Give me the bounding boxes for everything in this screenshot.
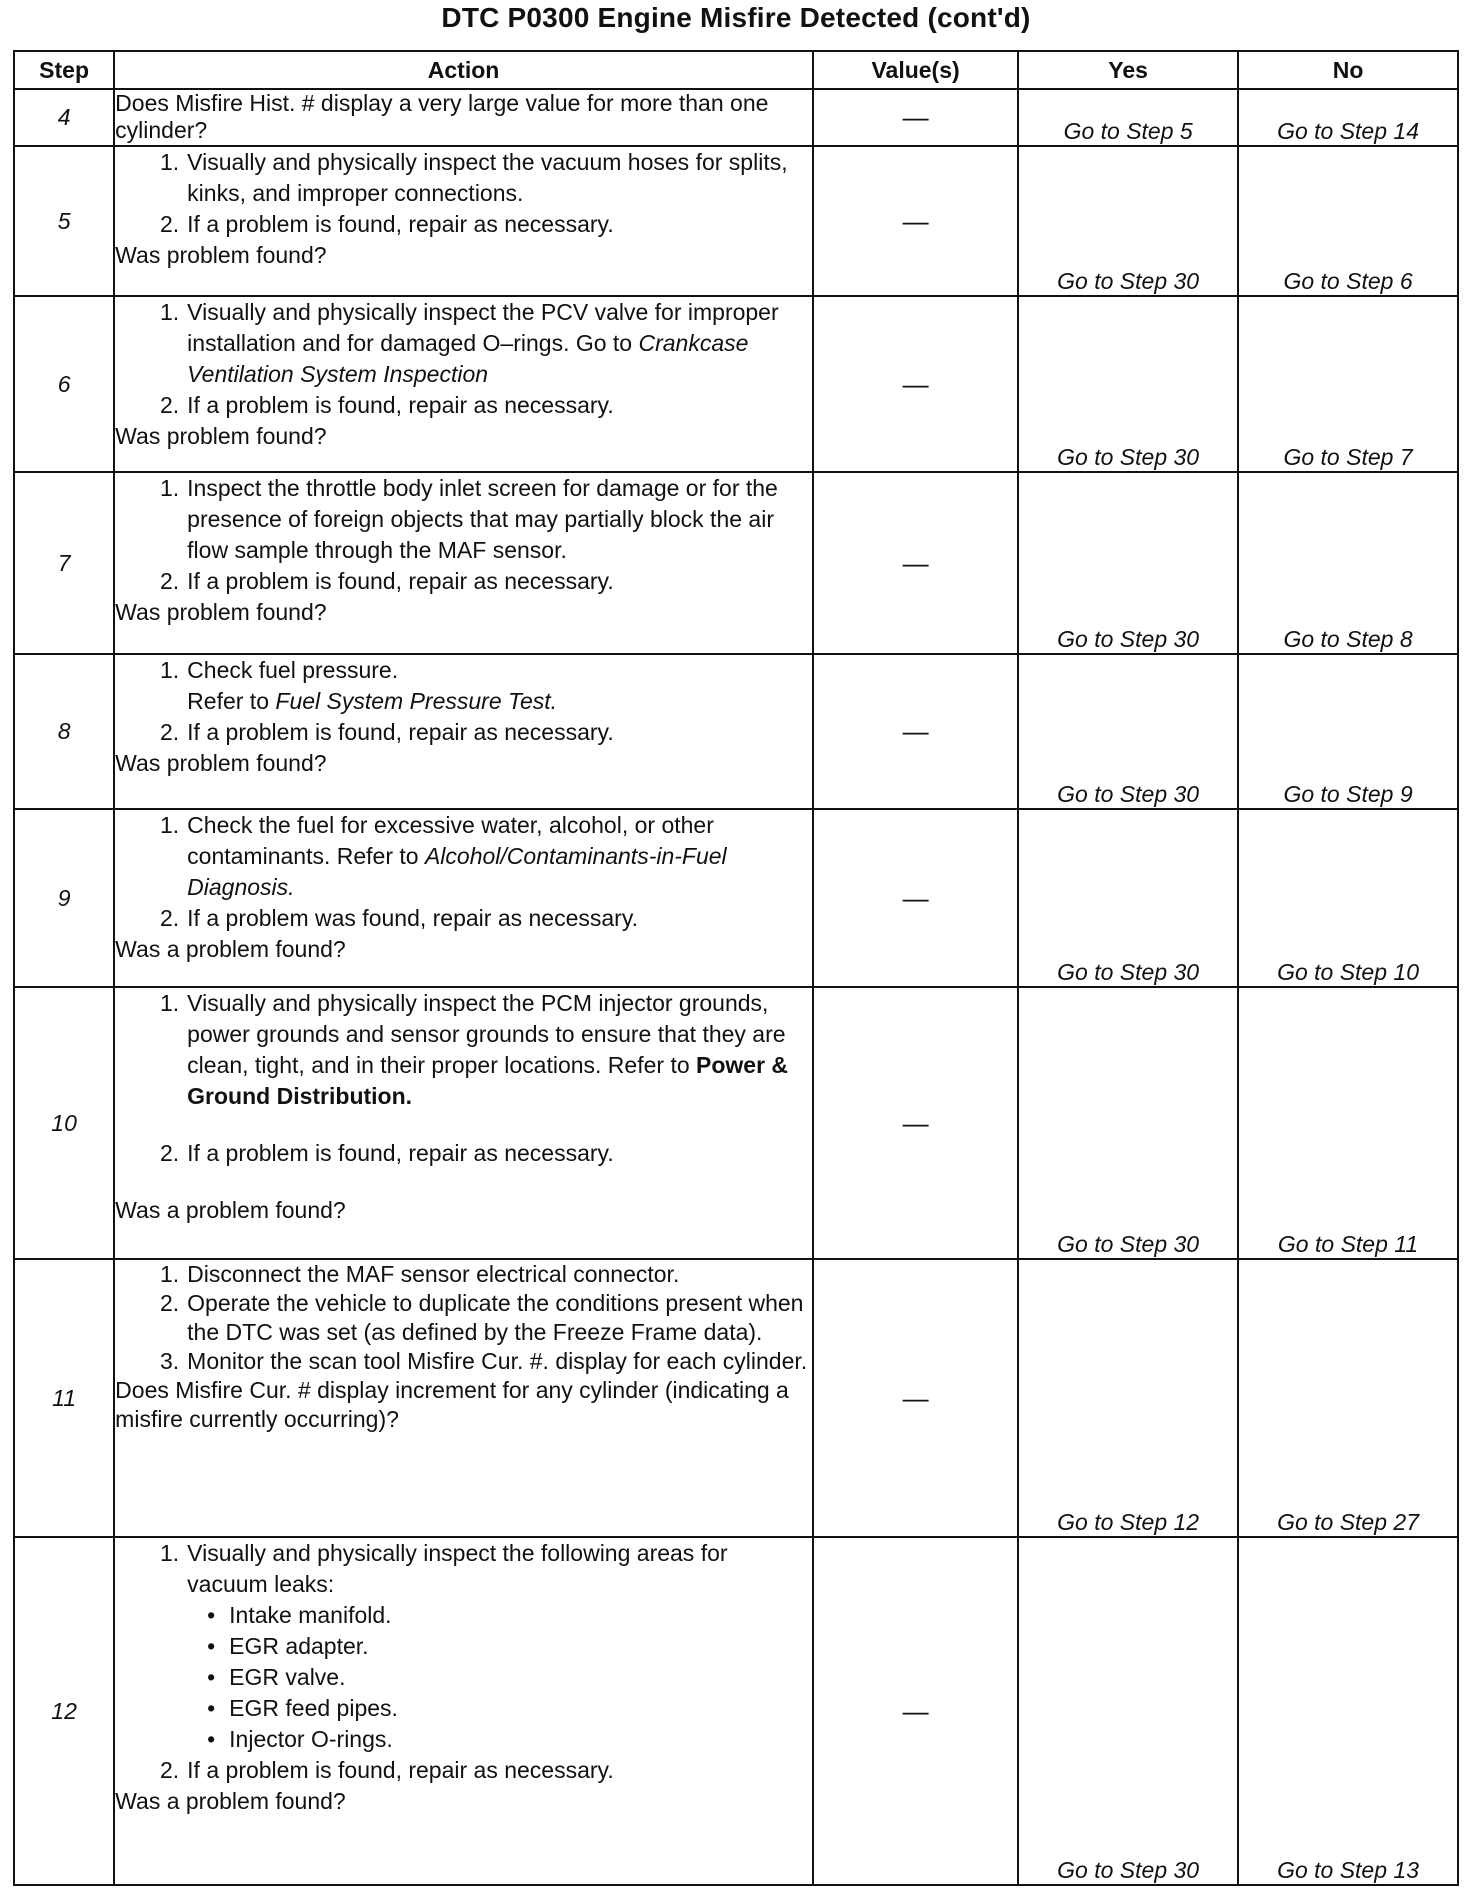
bullet-icon: • [207,1726,216,1752]
header-yes: Yes [1018,51,1238,89]
item-number: 1. [159,1540,180,1566]
action-item: Visually and physically inspect the PCM injector grounds, power grounds and sensor grounds to ensure that they are clean, tight, and in their proper locations. Refer to [187,990,786,1078]
action-item: If a problem is found, repair as necessary. [187,1140,614,1166]
header-action: Action [114,51,813,89]
item-number: 1. [159,475,180,501]
table-row [14,809,1458,987]
bullet-icon: • [207,1695,216,1721]
action-item: Disconnect the MAF sensor electrical connector. [187,1261,680,1287]
bullet-icon: • [207,1602,216,1628]
list-item: • Intake manifold. [115,1600,812,1631]
item-number: 2. [159,392,180,418]
action-item: If a problem is found, repair as necessary. [187,1757,614,1783]
action-cell [114,809,813,987]
list-item: • Injector O-rings. [115,1724,812,1755]
value-cell: — [813,296,1018,472]
step-number: 6 [14,296,114,472]
list-item: • EGR valve. [115,1662,812,1693]
value-cell: — [813,809,1018,987]
no-cell: Go to Step 27 [1238,1259,1458,1537]
action-item: Inspect the throttle body inlet screen for damage or for the presence of foreign objects that may partially block the air flow sample through the MAF sensor. [187,475,778,563]
value-cell: — [813,146,1018,296]
bullet-icon: • [207,1664,216,1690]
table-row [14,654,1458,809]
no-cell: Go to Step 9 [1238,654,1458,809]
action-cell [114,1259,813,1537]
item-number: 2. [159,905,180,931]
table-header-row [14,51,1458,89]
step-number: 5 [14,146,114,296]
item-number: 2. [159,211,180,237]
step-number: 10 [14,987,114,1259]
question-text: Was problem found? [115,242,327,268]
reference-link: Power & Ground Distribution. [187,1052,789,1109]
action-cell [114,987,813,1259]
action-item: Operate the vehicle to duplicate the conditions present when the DTC was set (as defined by the Freeze Frame data). [187,1290,804,1345]
table-row [14,296,1458,472]
yes-cell: Go to Step 30 [1018,809,1238,987]
yes-cell: Go to Step 5 [1018,89,1238,146]
item-number: 1. [159,812,180,838]
action-cell [114,146,813,296]
value-cell: — [813,1259,1018,1537]
page-title: DTC P0300 Engine Misfire Detected (cont'd) [441,2,1031,33]
question-text: Was a problem found? [115,1788,346,1814]
question-text: Does Misfire Hist. # display a very large value for more than one cylinder? [115,90,769,143]
action-cell [114,654,813,809]
no-cell: Go to Step 13 [1238,1537,1458,1885]
item-number: 2. [159,1140,180,1166]
action-cell [114,1537,813,1885]
list-item: • EGR feed pipes. [115,1693,812,1724]
item-number: 2. [159,719,180,745]
step-number: 12 [14,1537,114,1885]
reference-link: Alcohol/Contaminants-in-Fuel Diagnosis. [187,843,727,900]
yes-cell: Go to Step 30 [1018,1537,1238,1885]
item-number: 3. [159,1348,180,1374]
header-value: Value(s) [813,51,1018,89]
no-cell: Go to Step 7 [1238,296,1458,472]
item-number: 1. [159,657,180,683]
question-text: Was problem found? [115,423,327,449]
action-item: If a problem is found, repair as necessary. [187,719,614,745]
yes-cell: Go to Step 30 [1018,472,1238,654]
question-text: Does Misfire Cur. # display increment for any cylinder (indicating a misfire currently occurring)? [115,1377,789,1432]
item-number: 1. [159,1261,180,1287]
list-item: • EGR adapter. [115,1631,812,1662]
table-row [14,1537,1458,1885]
step-number: 11 [14,1259,114,1537]
yes-cell: Go to Step 30 [1018,987,1238,1259]
no-cell: Go to Step 14 [1238,89,1458,146]
reference-link: Fuel System Pressure Test. [275,688,558,714]
table-row [14,89,1458,146]
no-cell: Go to Step 8 [1238,472,1458,654]
table-row [14,472,1458,654]
question-text: Was a problem found? [115,936,346,962]
value-cell: — [813,472,1018,654]
no-cell: Go to Step 6 [1238,146,1458,296]
step-number: 8 [14,654,114,809]
table-row [14,1259,1458,1537]
value-cell: — [813,654,1018,809]
action-cell [114,472,813,654]
action-item: Check the fuel for excessive water, alcohol, or other contaminants. Refer to [187,812,714,869]
action-item: Monitor the scan tool Misfire Cur. #. display for each cylinder. [187,1348,808,1374]
reference-link: Crankcase Ventilation System Inspection [187,330,749,387]
yes-cell: Go to Step 30 [1018,146,1238,296]
item-number: 2. [159,568,180,594]
item-number: 2. [159,1290,180,1316]
header-step: Step [14,51,114,89]
no-cell: Go to Step 10 [1238,809,1458,987]
diagnostic-table [13,50,1459,1886]
question-text: Was a problem found? [115,1197,346,1223]
item-number: 1. [159,990,180,1016]
value-cell: — [813,987,1018,1259]
action-cell [114,89,813,146]
bullet-icon: • [207,1633,216,1659]
refer-prefix: Refer to [187,688,269,714]
item-number: 1. [159,299,180,325]
question-text: Was problem found? [115,599,327,625]
item-number: 1. [159,149,180,175]
step-number: 7 [14,472,114,654]
action-item: Visually and physically inspect the vacuum hoses for splits, kinks, and improper connections. [187,149,788,206]
header-no: No [1238,51,1458,89]
action-cell [114,296,813,472]
value-cell: — [813,89,1018,146]
step-number: 4 [14,89,114,146]
value-cell: — [813,1537,1018,1885]
action-item: Check fuel pressure. [187,657,399,683]
table-row [14,146,1458,296]
step-number: 9 [14,809,114,987]
question-text: Was problem found? [115,750,327,776]
yes-cell: Go to Step 12 [1018,1259,1238,1537]
item-number: 2. [159,1757,180,1783]
action-item: If a problem is found, repair as necessary. [187,211,614,237]
yes-cell: Go to Step 30 [1018,296,1238,472]
no-cell: Go to Step 11 [1238,987,1458,1259]
action-item: Visually and physically inspect the PCV valve for improper installation and for damaged O–rings. Go to [187,299,779,356]
action-item: If a problem is found, repair as necessary. [187,392,614,418]
action-item: If a problem is found, repair as necessary. [187,568,614,594]
action-item: Visually and physically inspect the following areas for vacuum leaks: [187,1540,728,1597]
yes-cell: Go to Step 30 [1018,654,1238,809]
table-row [14,987,1458,1259]
action-item: If a problem was found, repair as necessary. [187,905,639,931]
